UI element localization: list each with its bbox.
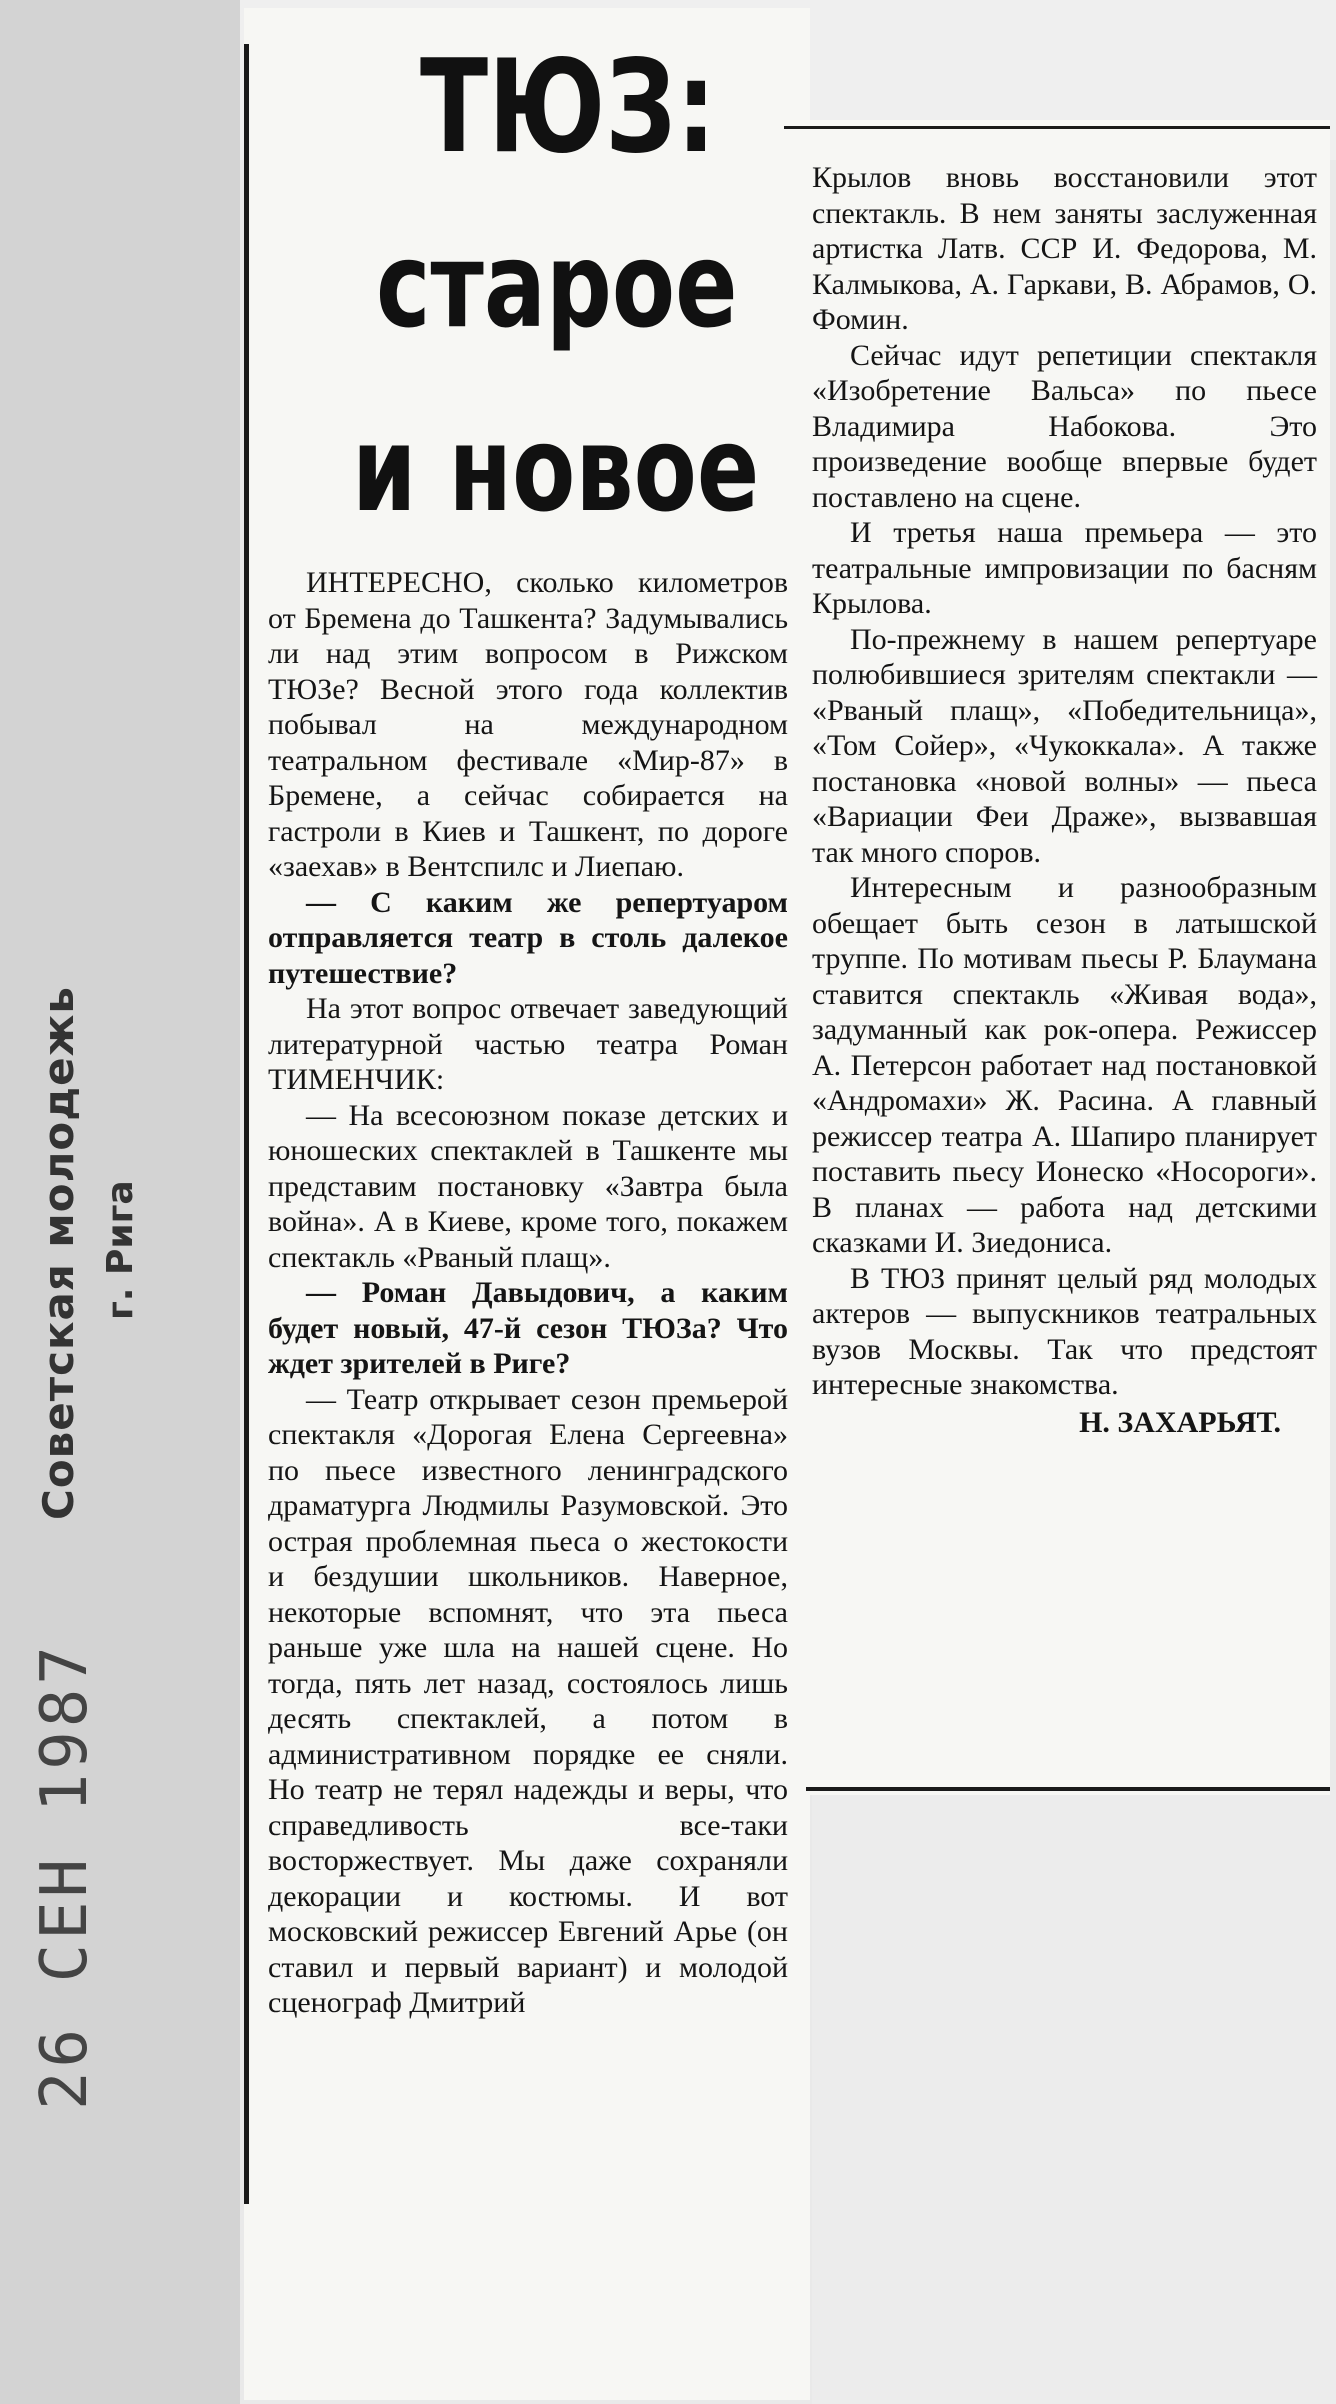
paragraph: ИНТЕРЕСНО, сколько километров от Бремена до Ташкента? Задумывались ли над этим вопросом в Рижском ТЮЗе? Весной этого года коллектив побывал на международном театральном фестивале «Мир-87» в Бремене, а сейчас собирается на гастроли в Киев и Ташкент, по дороге «заехав» в Вентспилс и Лиепаю.	[268, 566, 788, 883]
column-rule-top	[784, 126, 1330, 129]
article-column-right	[812, 160, 1317, 1440]
paragraph: Интересным и разнообразным обещает быть сезон в латышской труппе. По мотивам пьесы Р. Блаумана ставится спектакль «Живая вода», задуманный как рок-опера. Режиссер А. Петерсон работает над постановкой «Андромахи» Ж. Расина. А главный режиссер театра А. Шапиро планирует поставить пьесу Ионеско «Носороги». В планах — работа над детскими сказками И. Зиедониса.	[812, 871, 1317, 1259]
paragraph: Сейчас идут репетиции спектакля «Изобретение Вальса» по пьесе Владимира Набокова. Это произведение вообще впервые будет поставлено на сцене.	[812, 338, 1317, 514]
city-stamp: г. Рига	[100, 1180, 141, 1320]
paragraph: На этот вопрос отвечает заведующий литературной частью театра Роман ТИМЕНЧИК:	[268, 992, 788, 1096]
paragraph: В ТЮЗ принят целый ряд молодых актеров — выпускников театральных вузов Москвы. Так что предстоят интересные знакомства.	[812, 1261, 1317, 1401]
paragraph-continued: Крылов вновь восстановили этот спектакль. В нем заняты заслуженная артистка Латв. ССР И. Федорова, М. Калмыкова, А. Гаркави, В. Абрамов, О. Фомин.	[812, 161, 1317, 336]
column-rule-vertical	[244, 44, 249, 2204]
interview-answer: — На всесоюзном показе детских и юношеских спектаклей в Ташкенте мы представим постановку «Завтра была война». А в Киеве, кроме того, покажем спектакль «Рваный плащ».	[268, 1098, 788, 1274]
date-stamp: 26 СЕН 1987	[28, 1642, 102, 2110]
interview-question: — С каким же репертуаром отправляется театр в столь далекое путешествие?	[268, 885, 788, 990]
interview-answer: — Театр открывает сезон премьерой спектакля «Дорогая Елена Сергеевна» по пьесе известного ленинградского драматурга Людмилы Разумовской. Это острая проблемная пьеса о жестокости и бездушии школьников. Наверное, некоторые вспомнят, что эта пьеса раньше уже шла на нашей сцене. Но тогда, пять лет назад, состоялось лишь десять спектаклей, а потом в административном порядке ее сняли. Но театр не терял надежды и веры, что справедливость все-таки восторжествует. Мы даже сохраняли декорации и костюмы. И вот московский режиссер Евгений Арье (он ставил и первый вариант) и молодой сценограф Дмитрий	[268, 1382, 788, 2019]
author-signature: Н. ЗАХАРЬЯТ.	[1079, 1405, 1281, 1439]
headline-line-3: и новое	[352, 400, 760, 538]
paragraph: По-прежнему в нашем репертуаре полюбившиеся зрителям спектакли — «Рваный плащ», «Победительница», «Том Сойер», «Чукоккала». А также постановка «новой волны» — пьеса «Вариации Феи Драже», вызвавшая так много споров.	[812, 622, 1317, 869]
article-column-left	[268, 565, 788, 2021]
scanner-background-bottom-right	[812, 1790, 1336, 2404]
column-rule-bottom	[806, 1787, 1330, 1791]
headline-line-2: старое	[376, 216, 738, 354]
newspaper-name-stamp: Советская молодежь	[34, 986, 83, 1520]
paragraph: И третья наша премьера — это театральные импровизации по басням Крылова.	[812, 516, 1317, 620]
interview-question: — Роман Давыдович, а каким будет новый, 47-й сезон ТЮЗа? Что ждет зрителей в Риге?	[268, 1276, 788, 1380]
headline-line-1: ТЮЗ:	[420, 33, 717, 182]
